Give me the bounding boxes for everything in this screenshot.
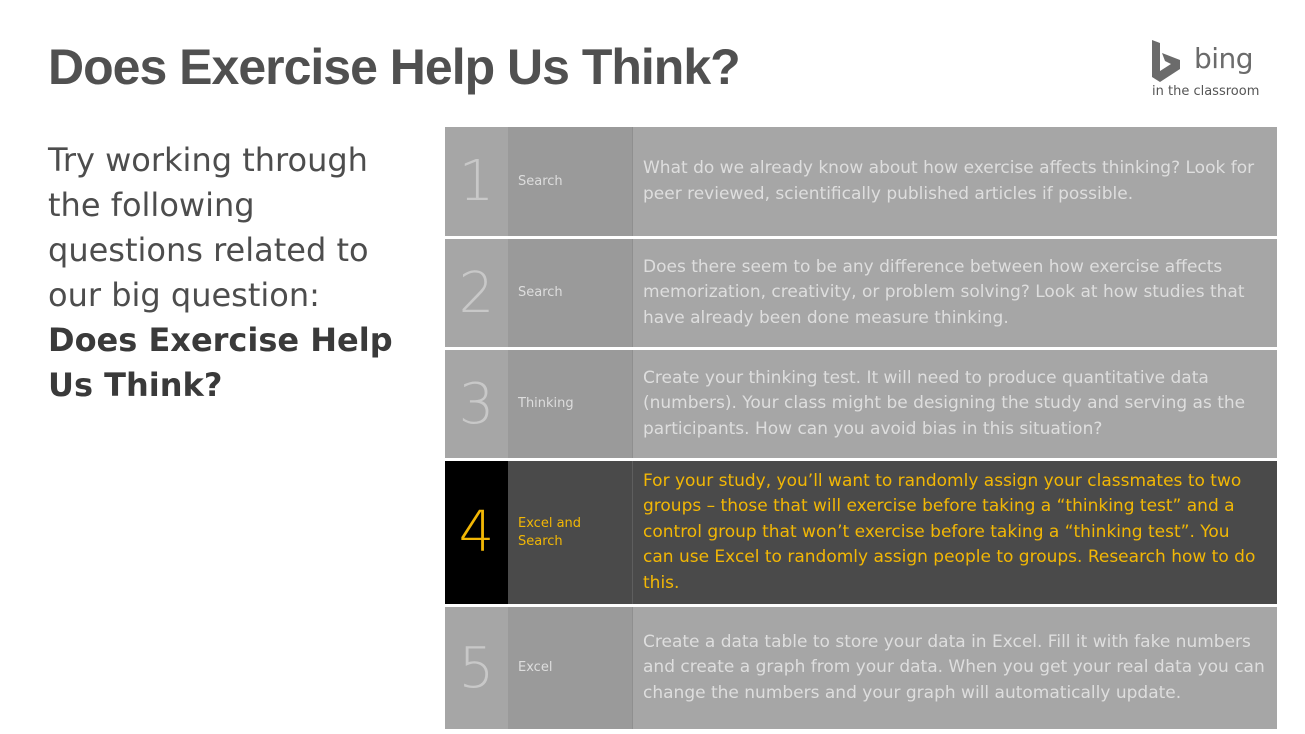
- step-description: Does there seem to be any difference between how exercise affects memorization, creativity, or problem solving? Look at how studies that have already been done measure thinking.: [632, 239, 1277, 347]
- step-number: 1: [445, 127, 508, 236]
- bing-logo-icon: [1150, 40, 1186, 82]
- page-title: Does Exercise Help Us Think?: [48, 39, 740, 95]
- step-number: 2: [445, 239, 508, 347]
- step-row-2: [445, 239, 1277, 347]
- step-tool: Search: [508, 239, 632, 347]
- step-tool: Excel: [508, 607, 632, 729]
- steps-table: [445, 127, 1277, 732]
- intro-lead: Try working through the following questions related to our big question:: [48, 141, 369, 314]
- step-tool: Thinking: [508, 350, 632, 458]
- step-tool: Search: [508, 127, 632, 236]
- step-row-1: [445, 127, 1277, 236]
- step-description: Create your thinking test. It will need to produce quantitative data (numbers). Your class might be designing the study and serving as the participants. How can you avoid bias in this situation?: [632, 350, 1277, 458]
- step-description: What do we already know about how exercise affects thinking? Look for peer reviewed, scientifically published articles if possible.: [632, 127, 1277, 236]
- step-row-4: [445, 461, 1277, 604]
- intro-text: [48, 138, 393, 408]
- bing-logo: [1150, 40, 1262, 102]
- step-row-5: [445, 607, 1277, 729]
- logo-wordmark: bing: [1194, 42, 1254, 75]
- step-description: Create a data table to store your data in Excel. Fill it with fake numbers and create a graph from your data. When you get your real data you can change the numbers and your graph will automatically update.: [632, 607, 1277, 729]
- logo-subtitle: in the classroom: [1152, 84, 1260, 99]
- step-tool: Excel and Search: [508, 461, 632, 604]
- step-number: 3: [445, 350, 508, 458]
- step-number: 4: [445, 461, 508, 604]
- step-row-3: [445, 350, 1277, 458]
- intro-question: Does Exercise Help Us Think?: [48, 321, 393, 404]
- step-description: For your study, you’ll want to randomly assign your classmates to two groups – those that will exercise before taking a “thinking test” and a control group that won’t exercise before taking a “thinking test”. You can use Excel to randomly assign people to groups. Research how to do this.: [632, 461, 1277, 604]
- step-number: 5: [445, 607, 508, 729]
